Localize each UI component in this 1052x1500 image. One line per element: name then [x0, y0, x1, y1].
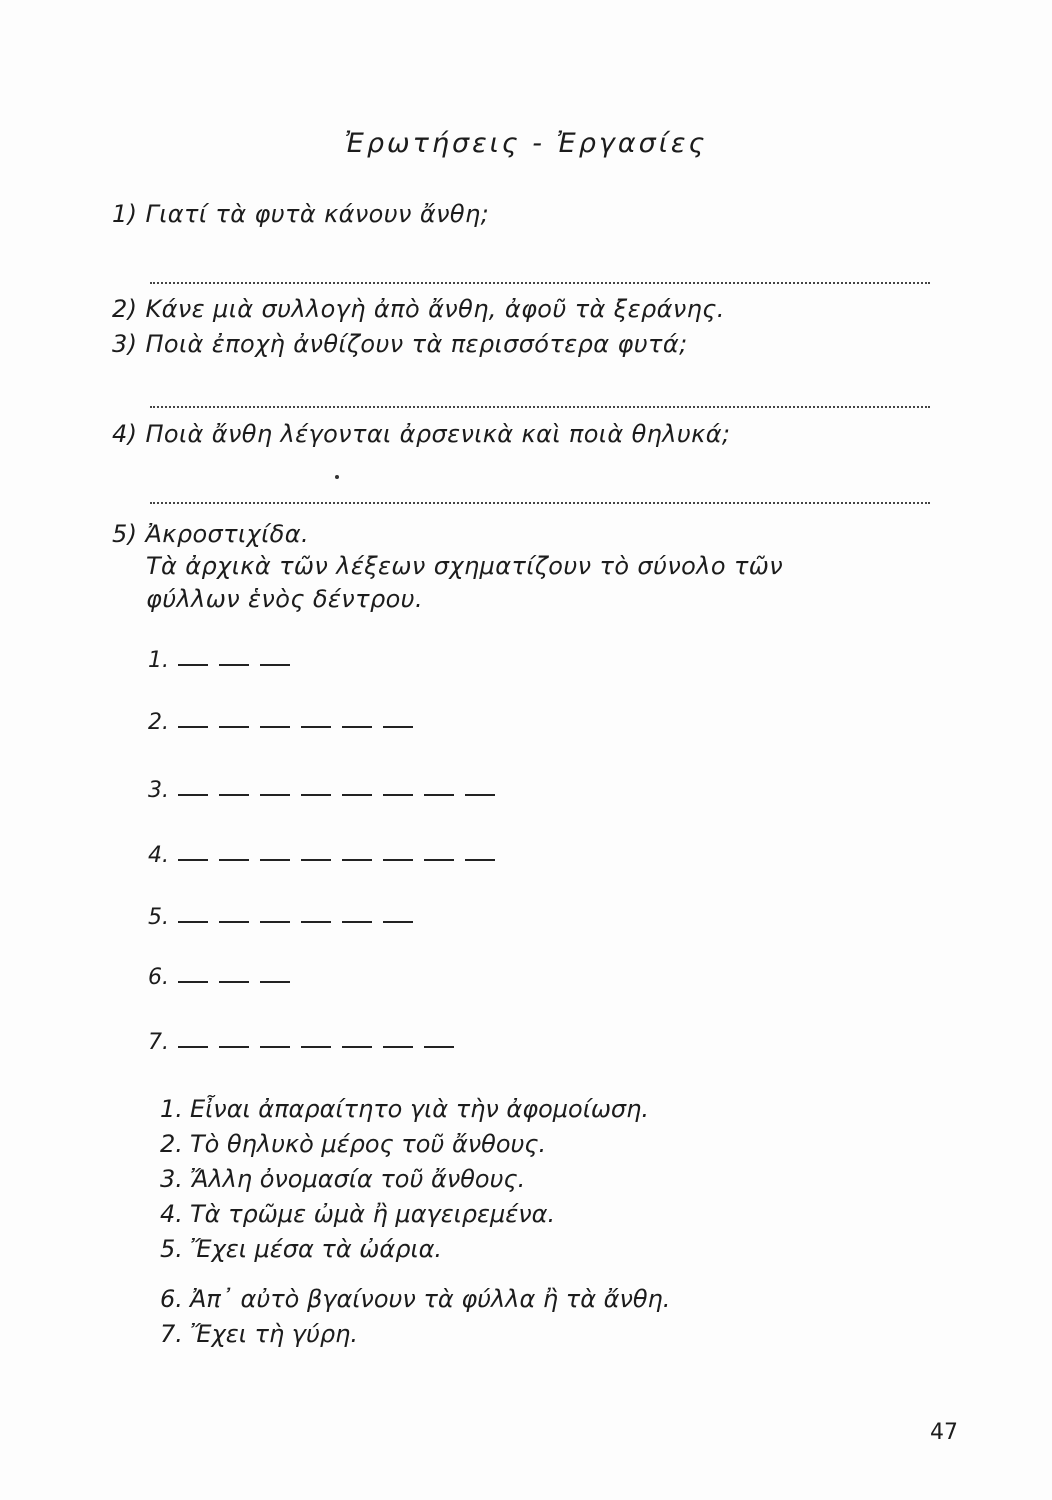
letter-blank — [383, 859, 413, 861]
letter-blank — [301, 794, 331, 796]
clue-number: 7. — [160, 1320, 183, 1348]
acrostic-row — [148, 648, 301, 673]
acrostic-row — [148, 965, 301, 990]
letter-blank — [383, 726, 413, 728]
letter-blank — [342, 794, 372, 796]
letter-blank — [178, 921, 208, 923]
letter-blank — [219, 921, 249, 923]
acrostic-row-number: 4. — [148, 843, 169, 868]
clue-number: 1. — [160, 1095, 183, 1123]
clue-number: 4. — [160, 1200, 183, 1228]
acrostic-row — [148, 843, 506, 868]
letter-blank — [219, 664, 249, 666]
clue-item — [160, 1285, 670, 1313]
letter-blank — [260, 1046, 290, 1048]
answer-line-4 — [150, 502, 930, 504]
letter-blank — [301, 921, 331, 923]
letter-blank — [260, 794, 290, 796]
acrostic-row-number: 5. — [148, 905, 169, 930]
clue-text: Ἀπ᾽ αὐτὸ βγαίνουν τὰ φύλλα ἢ τὰ ἄνθη. — [190, 1285, 671, 1313]
letter-blank — [178, 1046, 208, 1048]
letter-blank — [178, 981, 208, 983]
clue-item — [160, 1235, 442, 1263]
letter-blank — [219, 981, 249, 983]
letter-blank — [383, 921, 413, 923]
letter-blank — [219, 726, 249, 728]
acrostic-row — [148, 710, 424, 735]
letter-blank — [342, 726, 372, 728]
letter-blank — [260, 664, 290, 666]
letter-blank — [260, 981, 290, 983]
letter-blank — [383, 794, 413, 796]
letter-blank — [178, 859, 208, 861]
clue-item — [160, 1320, 358, 1348]
letter-blank — [260, 726, 290, 728]
acrostic-row-number: 6. — [148, 965, 169, 990]
letter-blank — [424, 1046, 454, 1048]
clue-text: Ἔχει τὴ γύρη. — [190, 1320, 358, 1348]
letter-blank — [260, 921, 290, 923]
clue-text: Ἔχει μέσα τὰ ὠάρια. — [190, 1235, 443, 1263]
clue-text: Ἄλλη ὀνομασία τοῦ ἄνθους. — [190, 1165, 526, 1193]
letter-blank — [342, 859, 372, 861]
question-4: 4) Ποιὰ ἄνθη λέγονται ἀρσενικὰ καὶ ποιὰ θηλυκά; — [112, 420, 731, 448]
answer-line-1 — [150, 282, 930, 284]
acrostic-row-number: 3. — [148, 778, 169, 803]
acrostic-row-number: 2. — [148, 710, 169, 735]
letter-blank — [342, 921, 372, 923]
page-number: 47 — [930, 1420, 958, 1445]
acrostic-row — [148, 1030, 465, 1055]
page-title: Ἐρωτήσεις - Ἐργασίες — [344, 128, 708, 159]
clue-number: 6. — [160, 1285, 183, 1313]
question-1: 1) Γιατί τὰ φυτὰ κάνουν ἄνθη; — [112, 200, 490, 228]
letter-blank — [219, 859, 249, 861]
clue-text: Τὸ θηλυκὸ μέρος τοῦ ἄνθους. — [190, 1130, 547, 1158]
acrostic-row-number: 7. — [148, 1030, 169, 1055]
letter-blank — [219, 1046, 249, 1048]
letter-blank — [465, 859, 495, 861]
letter-blank — [178, 794, 208, 796]
letter-blank — [301, 859, 331, 861]
letter-blank — [342, 1046, 372, 1048]
clue-item — [160, 1130, 546, 1158]
acrostic-instruction-line-2: φύλλων ἑνὸς δέντρου. — [146, 585, 423, 613]
clue-item — [160, 1095, 649, 1123]
letter-blank — [178, 726, 208, 728]
clue-number: 5. — [160, 1235, 183, 1263]
letter-blank — [219, 794, 249, 796]
letter-blank — [301, 726, 331, 728]
letter-blank — [383, 1046, 413, 1048]
letter-blank — [301, 1046, 331, 1048]
acrostic-instruction-line-1: Τὰ ἀρχικὰ τῶν λέξεων σχηματίζουν τὸ σύνολο τῶν — [146, 552, 784, 580]
letter-blank — [178, 664, 208, 666]
letter-blank — [424, 794, 454, 796]
clue-number: 2. — [160, 1130, 183, 1158]
letter-blank — [465, 794, 495, 796]
clue-item — [160, 1200, 555, 1228]
question-3: 3) Ποιὰ ἐποχὴ ἀνθίζουν τὰ περισσότερα φυτά; — [112, 330, 688, 358]
clue-number: 3. — [160, 1165, 183, 1193]
stray-mark — [335, 475, 339, 479]
acrostic-row — [148, 778, 506, 803]
letter-blank — [424, 859, 454, 861]
acrostic-row — [148, 905, 424, 930]
clue-text: Εἶναι ἀπαραίτητο γιὰ τὴν ἀφομοίωση. — [190, 1095, 649, 1123]
answer-line-3 — [150, 406, 930, 408]
letter-blank — [260, 859, 290, 861]
acrostic-row-number: 1. — [148, 648, 169, 673]
question-2: 2) Κάνε μιὰ συλλογὴ ἀπὸ ἄνθη, ἀφοῦ τὰ ξεράνης. — [112, 295, 725, 323]
clue-text: Τὰ τρῶμε ὠμὰ ἢ μαγειρεμένα. — [190, 1200, 556, 1228]
clue-item — [160, 1165, 525, 1193]
question-5: 5) Ἀκροστιχίδα. — [112, 520, 309, 548]
